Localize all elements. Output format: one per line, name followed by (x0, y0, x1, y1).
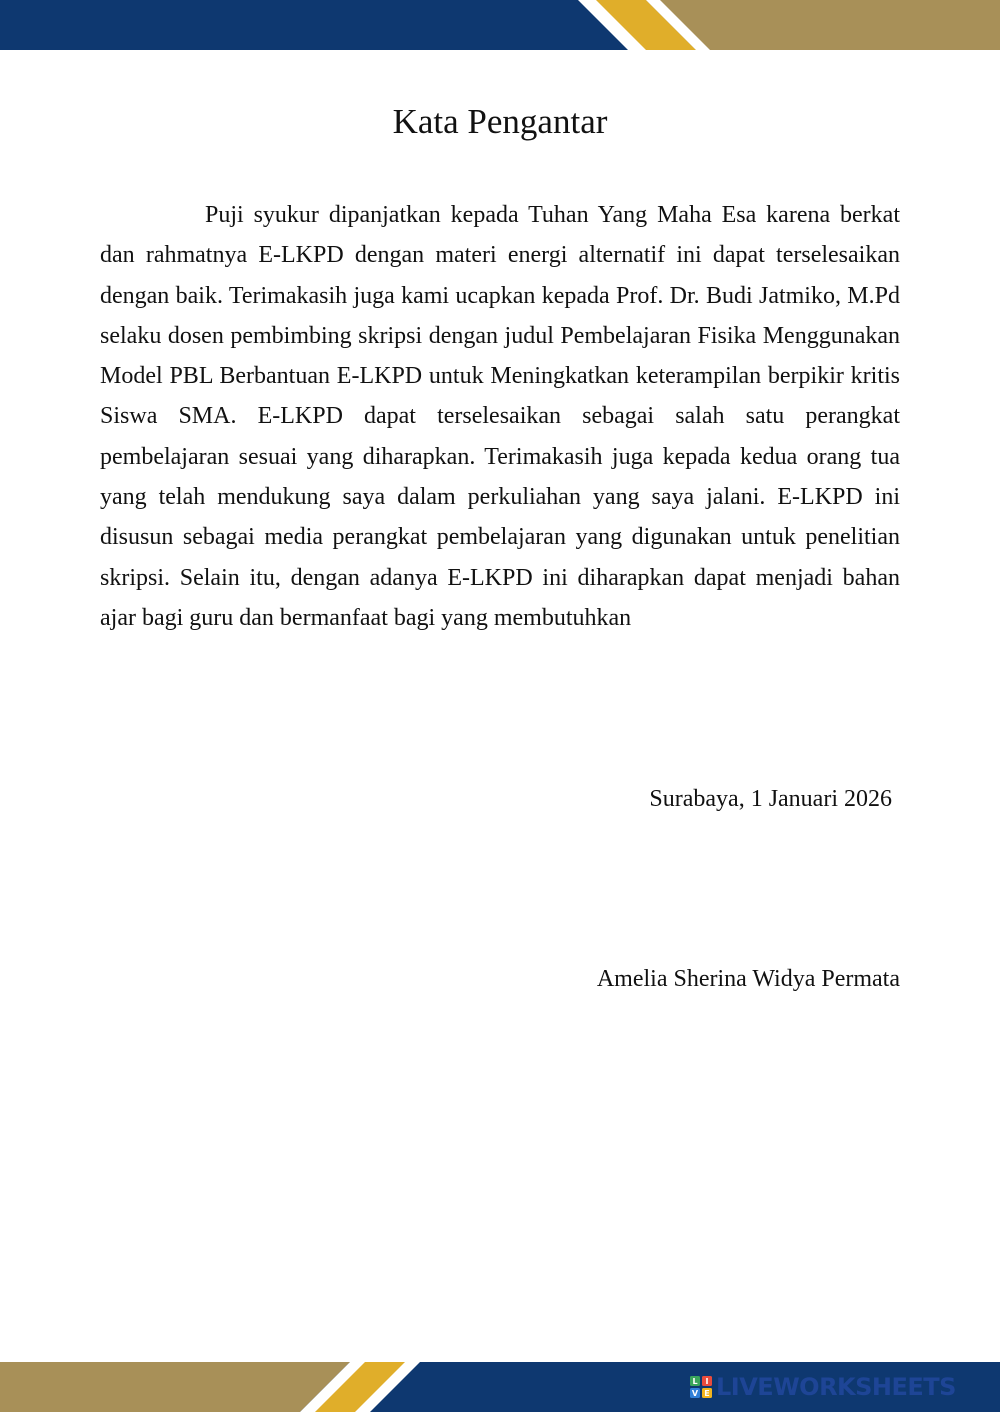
top-decorative-band (0, 0, 1000, 50)
liveworksheets-wordmark: LIVEWORKSHEETS (716, 1373, 956, 1401)
svg-text:I: I (705, 1377, 709, 1386)
svg-text:V: V (691, 1389, 699, 1398)
signer-name: Amelia Sherina Widya Permata (596, 966, 900, 992)
place-date: Surabaya, 1 Januari 2026 (649, 786, 892, 812)
liveworksheets-watermark (690, 1374, 956, 1400)
page-title: Kata Pengantar (392, 102, 608, 141)
liveworksheets-logo (690, 1376, 712, 1398)
intro-paragraph: Puji syukur dipanjatkan kepada Tuhan Yang Maha Esa karena berkat dan rahmatnya E-LKPD dengan materi energi alternatif ini dapat terselesaikan dengan baik. Terimakasih juga kami ucapkan kepada Prof. Dr. Budi Jatmiko, M.Pd selaku dosen pembimbing skripsi dengan judul Pembelajaran Fisika Menggunakan Model PBL Berbantuan E-LKPD untuk Meningkatkan keterampilan berpikir kritis Siswa SMA. E-LKPD dapat terselesaikan sebagai salah satu perangkat pembelajaran sesuai yang diharapkan. Terimakasih juga kepada kedua orang tua yang telah mendukung saya dalam perkuliahan yang saya jalani. E-LKPD ini disusun sebagai media perangkat pembelajaran yang digunakan untuk penelitian skripsi. Selain itu, dengan adanya E-LKPD ini diharapkan dapat menjadi bahan ajar bagi guru dan bermanfaat bagi yang membutuhkan (100, 202, 900, 631)
svg-text:E: E (704, 1389, 710, 1398)
svg-text:L: L (692, 1377, 698, 1386)
